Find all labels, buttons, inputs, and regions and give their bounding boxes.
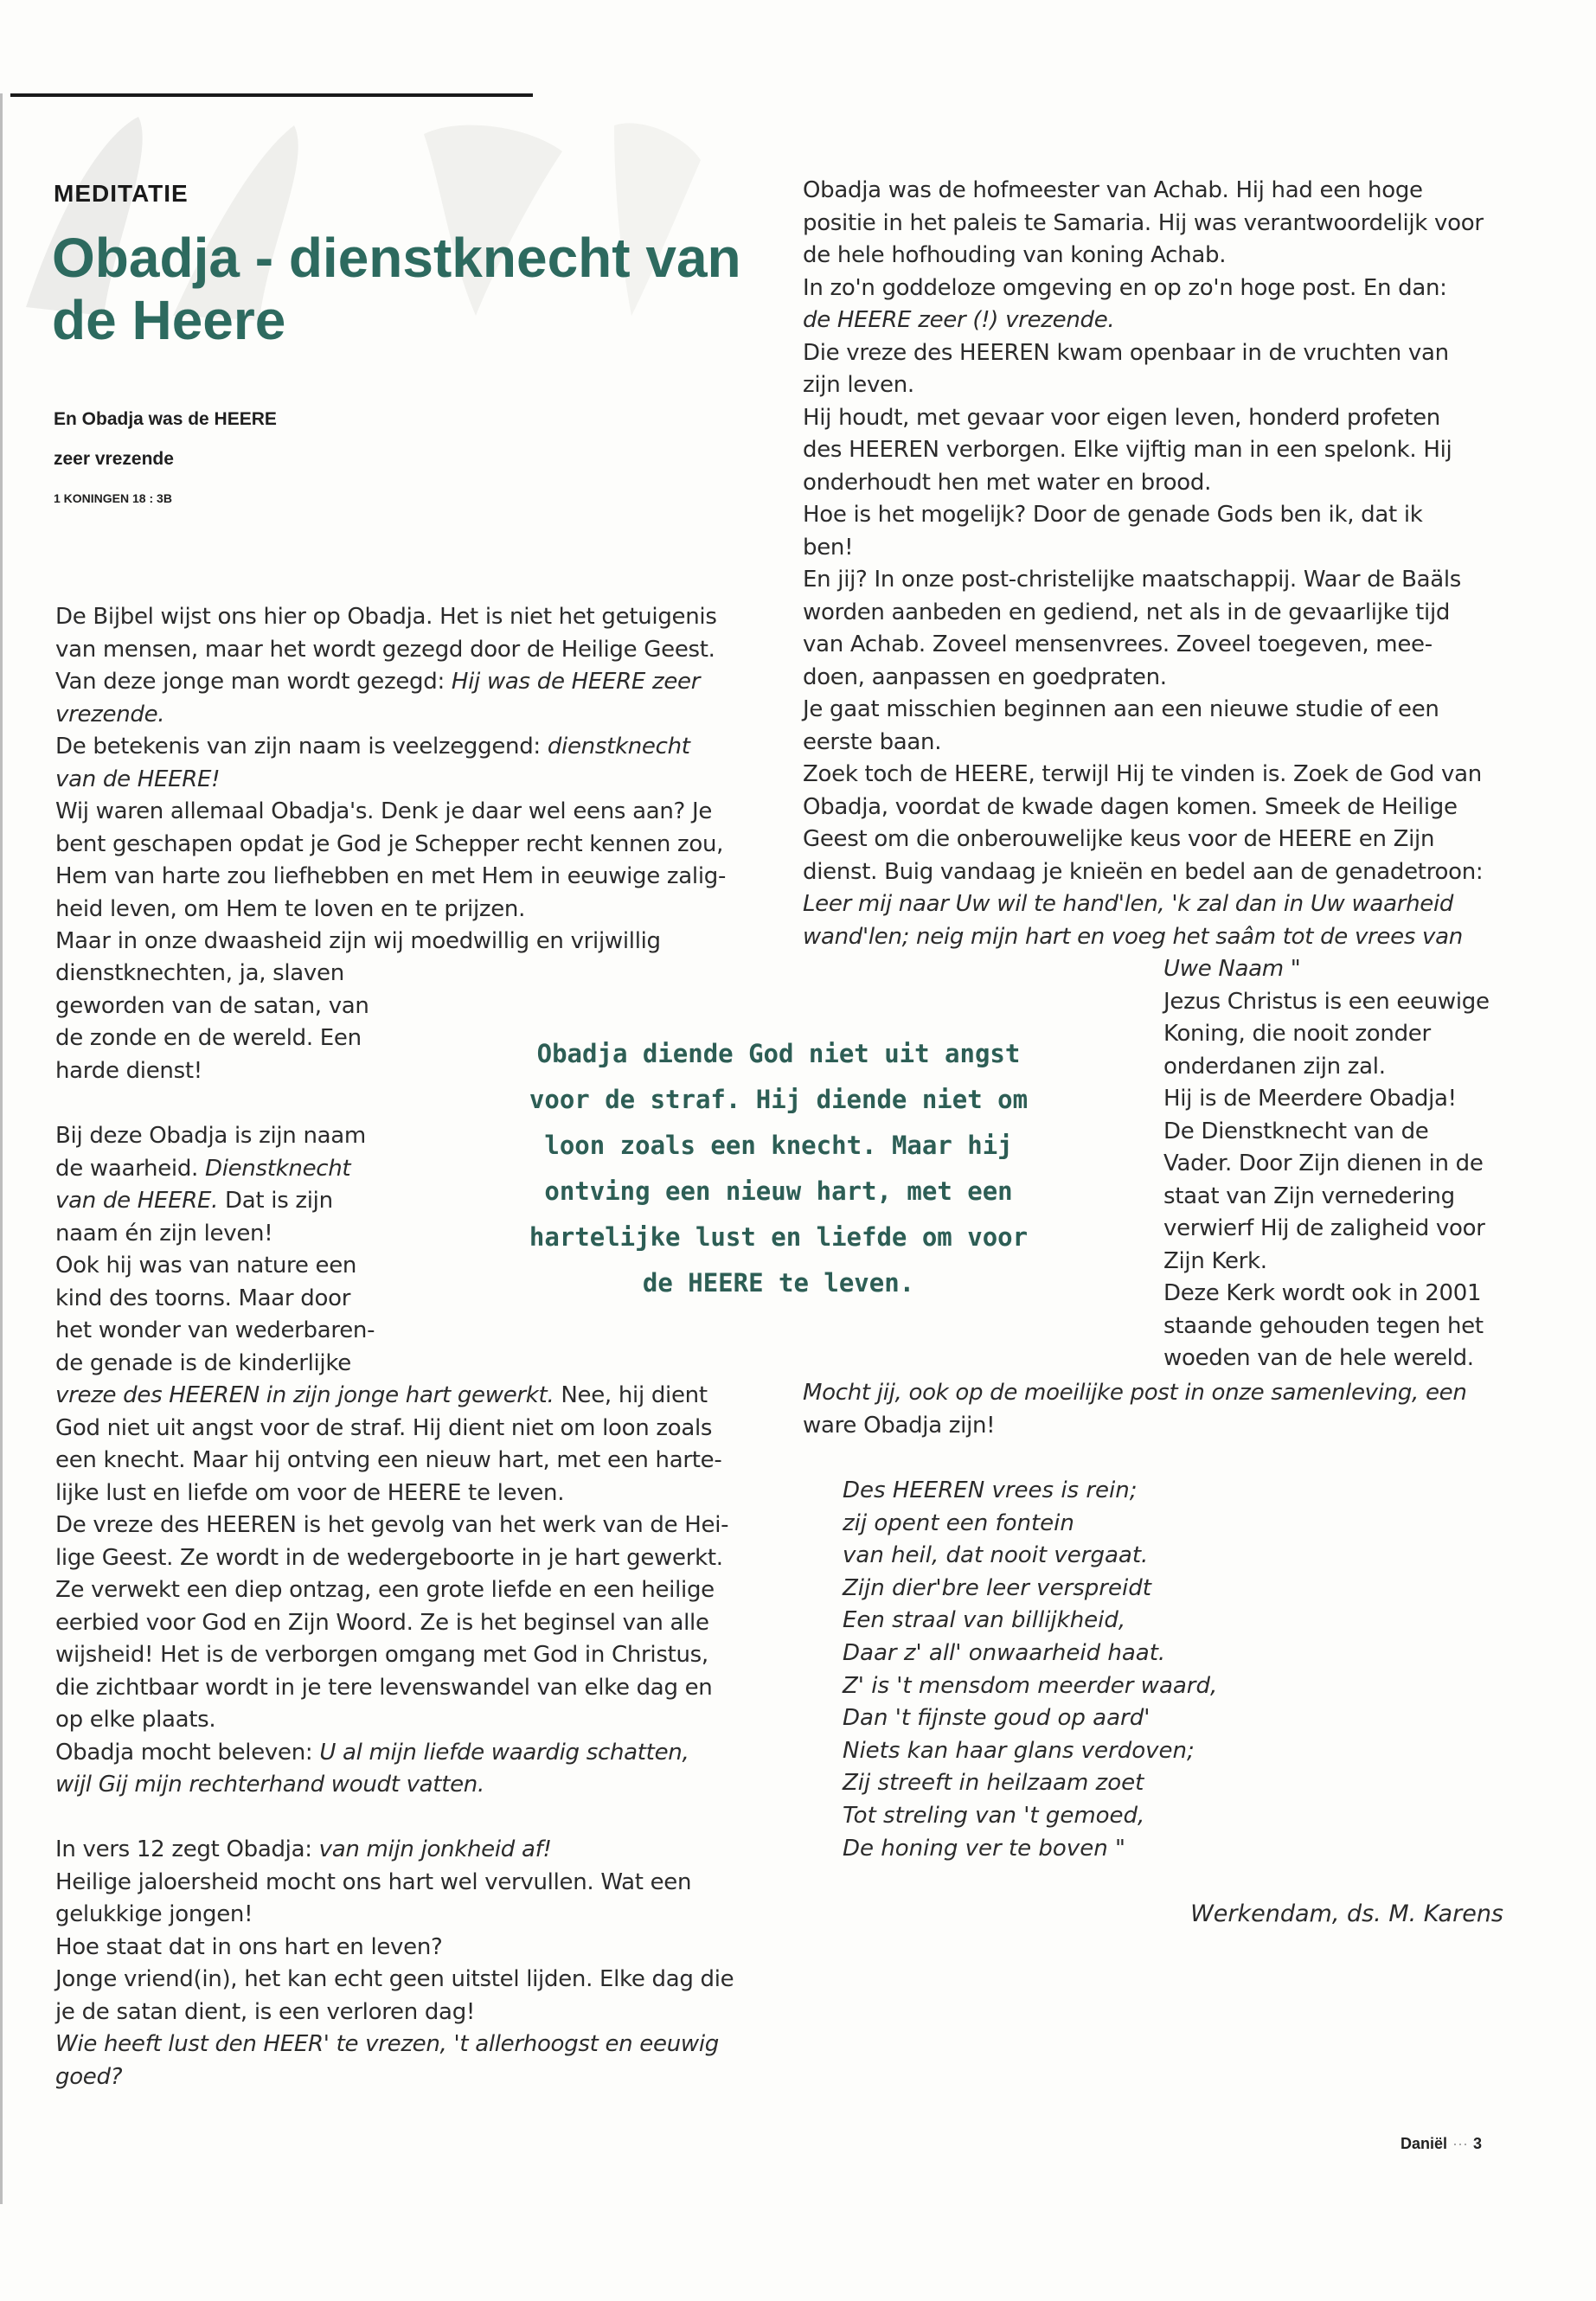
text-line: van mensen, maar het wordt gezegd door de Heilige Geest.: [55, 636, 715, 663]
text-line: geworden van de satan, van: [55, 992, 369, 1019]
pull-quote-line: Obadja diende God niet uit angst: [536, 1039, 1021, 1068]
page-title: Obadja - dienstknecht van de Heere: [52, 227, 741, 351]
text-line: positie in het paleis te Samaria. Hij was verantwoordelijk voor: [803, 209, 1484, 236]
text-line: Mocht jij, ook op de moeilijke post in onze samenleving, een: [803, 1380, 1467, 1406]
text-line: Leer mij naar Uw wil te hand'len, 'k zal dan in Uw waarheid: [803, 891, 1454, 917]
text-line: En jij? In onze post-christelijke maatschappij. Waar de Baäls: [803, 567, 1462, 593]
text-line: van Achab. Zoveel mensenvrees. Zoveel toegeven, mee-: [803, 631, 1433, 657]
text-line: die zichtbaar wordt in je tere levenswandel van elke dag en: [55, 1674, 713, 1701]
text-line: de HEERE zeer (!) vrezende.: [803, 307, 1115, 333]
text-line: verwierf Hij de zaligheid voor: [1163, 1215, 1485, 1241]
text-line: woeden van de hele wereld.: [1163, 1345, 1474, 1371]
text-line: eerbied voor God en Zijn Woord. Ze is het beginsel van alle: [55, 1609, 709, 1636]
text-line: doen, aanpassen en goedpraten.: [803, 663, 1167, 690]
top-rule: [10, 93, 533, 97]
text-line: De Dienstknecht van de: [1163, 1118, 1429, 1144]
poem-line: Dan 't fijnste goud op aard': [843, 1705, 1151, 1732]
scripture-reference: 1 KONINGEN 18 : 3B: [54, 491, 172, 505]
author-signature: Werkendam, ds. M. Karens: [1190, 1900, 1503, 1927]
text-line: de hele hofhouding van koning Achab.: [803, 242, 1227, 268]
section-label: MEDITATIE: [54, 180, 189, 207]
text-line: je de satan dient, is een verloren dag!: [55, 1998, 476, 2025]
pull-quote-line: loon zoals een knecht. Maar hij: [544, 1131, 1013, 1160]
poem-line: Tot streling van 't gemoed,: [843, 1802, 1145, 1829]
text-line: staat van Zijn vernedering: [1163, 1183, 1455, 1209]
text-line: lige Geest. Ze wordt in de wedergeboorte in je hart gewerkt.: [55, 1544, 723, 1571]
text-line: Bij deze Obadja is zijn naam: [55, 1123, 366, 1149]
pull-quote-line: de HEERE te leven.: [642, 1268, 915, 1298]
pull-quote: [484, 1031, 1073, 1306]
poem-line: Daar z' all' onwaarheid haat.: [843, 1639, 1166, 1666]
text-line: vreze des HEEREN in zijn jonge hart gewerkt. Nee, hij dient: [55, 1382, 708, 1408]
left-column-top: [55, 601, 726, 958]
left-column-narrow-1: [55, 958, 369, 1087]
text-line: Deze Kerk wordt ook in 2001: [1163, 1280, 1482, 1306]
text-line: Obadja mocht beleven: U al mijn liefde waardig schatten,: [55, 1739, 689, 1766]
text-line: naam én zijn leven!: [55, 1220, 273, 1247]
left-column-bottom: [55, 1380, 734, 2093]
poem-line: zij opent een fontein: [843, 1509, 1074, 1536]
text-line: In vers 12 zegt Obadja: van mijn jonkheid af!: [55, 1836, 552, 1862]
text-line: het wonder van wederbaren-: [55, 1317, 375, 1343]
text-line: De Bijbel wijst ons hier op Obadja. Het is niet het getuigenis: [55, 604, 717, 630]
left-column-narrow-2: [55, 1120, 375, 1380]
pull-quote-line: hartelijke lust en liefde om voor: [529, 1222, 1029, 1252]
text-line: harde dienst!: [55, 1057, 202, 1084]
text-line: goed?: [55, 2063, 123, 2090]
poem-line: Een straal van billijkheid,: [843, 1607, 1126, 1634]
text-line: Jezus Christus is een eeuwige: [1163, 988, 1490, 1015]
text-line: Obadja, voordat de kwade dagen komen. Smeek de Heilige: [803, 793, 1458, 820]
text-line: Uwe Naam ": [1163, 956, 1301, 982]
text-line: vrezende.: [55, 701, 165, 727]
text-line: De betekenis van zijn naam is veelzeggend: dienstknecht: [55, 734, 690, 760]
text-line: ware Obadja zijn!: [803, 1412, 996, 1439]
text-line: Hij houdt, met gevaar voor eigen leven, honderd profeten: [803, 404, 1440, 431]
footer-separator: ···: [1452, 2135, 1468, 2152]
publication-name: Daniël: [1400, 2135, 1447, 2152]
pull-quote-line: ontving een nieuw hart, met een: [544, 1176, 1013, 1206]
text-line: Wie heeft lust den HEER' te vrezen, 't allerhoogst en eeuwig: [55, 2031, 719, 2057]
poem-line: van heil, dat nooit vergaat.: [843, 1542, 1149, 1569]
text-line: Obadja was de hofmeester van Achab. Hij had een hoge: [803, 177, 1423, 203]
text-line: Jonge vriend(in), het kan echt geen uitstel lijden. Elke dag die: [55, 1966, 734, 1992]
text-line: Hoe staat dat in ons hart en leven?: [55, 1933, 443, 1960]
motto-line: En Obadja was de HEERE: [54, 409, 277, 429]
text-line: de zonde en de wereld. Een: [55, 1025, 362, 1051]
poem-line: De honing ver te boven ": [843, 1835, 1125, 1862]
text-line: Zijn Kerk.: [1163, 1247, 1267, 1274]
text-line: Zoek toch de HEERE, terwijl Hij te vinden is. Zoek de God van: [803, 761, 1482, 787]
text-line: zijn leven.: [803, 372, 914, 398]
page-footer: [1401, 2135, 1482, 2153]
text-line: ben!: [803, 534, 854, 561]
poem-line: Zijn dier'bre leer verspreidt: [843, 1574, 1151, 1601]
text-line: staande gehouden tegen het: [1163, 1312, 1484, 1339]
pull-quote-line: voor de straf. Hij diende niet om: [529, 1085, 1029, 1114]
text-line: Maar in onze dwaasheid zijn wij moedwillig en vrijwillig: [55, 928, 661, 954]
text-line: kind des toorns. Maar door: [55, 1285, 351, 1311]
text-line: wijsheid! Het is de verborgen omgang met God in Christus,: [55, 1642, 708, 1668]
text-line: Hem van harte zou liefhebben en met Hem in eeuwige zalig-: [55, 863, 727, 889]
motto-line: zeer vrezende: [54, 449, 174, 469]
text-line: Vader. Door Zijn dienen in de: [1163, 1150, 1484, 1176]
poem-line: Des HEEREN vrees is rein;: [843, 1477, 1138, 1503]
text-line: In zo'n goddeloze omgeving en op zo'n hoge post. En dan:: [803, 274, 1447, 301]
text-line: God niet uit angst voor de straf. Hij dient niet om loon zoals: [55, 1414, 713, 1441]
text-line: Ze verwekt een diep ontzag, een grote liefde en een heilige: [55, 1577, 715, 1603]
text-line: onderdanen zijn zal.: [1163, 1053, 1386, 1080]
poem: [843, 1475, 1217, 1865]
text-line: wijl Gij mijn rechterhand woudt vatten.: [55, 1772, 484, 1798]
left-edge-rule: [0, 93, 3, 2204]
text-line: eerste baan.: [803, 728, 942, 755]
text-line: Wij waren allemaal Obadja's. Denk je daar wel eens aan? Je: [55, 798, 713, 824]
text-line: Heilige jaloersheid mocht ons hart wel vervullen. Wat een: [55, 1868, 692, 1895]
text-line: lijke lust en liefde om voor de HEERE te leven.: [55, 1479, 565, 1506]
right-column-top: [803, 175, 1484, 953]
text-line: een knecht. Maar hij ontving een nieuw hart, met een harte-: [55, 1447, 722, 1473]
poem-line: Zij streeft in heilzaam zoet: [843, 1770, 1144, 1797]
text-line: op elke plaats.: [55, 1707, 216, 1733]
right-column-narrow: [1163, 953, 1490, 1375]
text-line: bent geschapen opdat je God je Schepper recht kennen zou,: [55, 830, 724, 857]
text-line: Ook hij was van nature een: [55, 1253, 357, 1279]
text-line: van de HEERE!: [55, 766, 221, 792]
text-line: van de HEERE. Dat is zijn: [55, 1188, 333, 1214]
text-line: de genade is de kinderlijke: [55, 1349, 351, 1376]
text-line: des HEEREN verborgen. Elke vijftig man in een spelonk. Hij: [803, 437, 1452, 463]
poem-line: Niets kan haar glans verdoven;: [843, 1737, 1195, 1764]
text-line: dienst. Buig vandaag je knieën en bedel aan de genadetroon:: [803, 858, 1484, 885]
text-line: De vreze des HEEREN is het gevolg van het werk van de Hei-: [55, 1512, 729, 1538]
right-column-bottom: [803, 1377, 1467, 1442]
text-line: Hoe is het mogelijk? Door de genade Gods ben ik, dat ik: [803, 502, 1423, 528]
text-line: onderhoudt hen met water en brood.: [803, 469, 1212, 496]
text-line: Je gaat misschien beginnen aan een nieuwe studie of een: [803, 696, 1439, 722]
text-line: Geest om die onberouwelijke keus voor de HEERE en Zijn: [803, 826, 1435, 852]
text-line: de waarheid. Dienstknecht: [55, 1155, 351, 1182]
text-line: Koning, die nooit zonder: [1163, 1021, 1431, 1047]
text-line: dienstknechten, ja, slaven: [55, 960, 344, 986]
text-line: gelukkige jongen!: [55, 1901, 253, 1927]
text-line: Hij is de Meerdere Obadja!: [1163, 1086, 1457, 1112]
motto: [54, 400, 277, 517]
text-line: Die vreze des HEEREN kwam openbaar in de vruchten van: [803, 339, 1449, 366]
text-line: worden aanbeden en gediend, net als in de gevaarlijke tijd: [803, 599, 1451, 625]
text-line: wand'len; neig mijn hart en voeg het saâm tot de vrees van: [803, 923, 1463, 950]
text-line: heid leven, om Hem te loven en te prijzen.: [55, 895, 526, 922]
text-line: Van deze jonge man wordt gezegd: Hij was de HEERE zeer: [55, 669, 701, 695]
poem-line: Z' is 't mensdom meerder waard,: [843, 1672, 1218, 1699]
page-number: 3: [1472, 2135, 1482, 2152]
